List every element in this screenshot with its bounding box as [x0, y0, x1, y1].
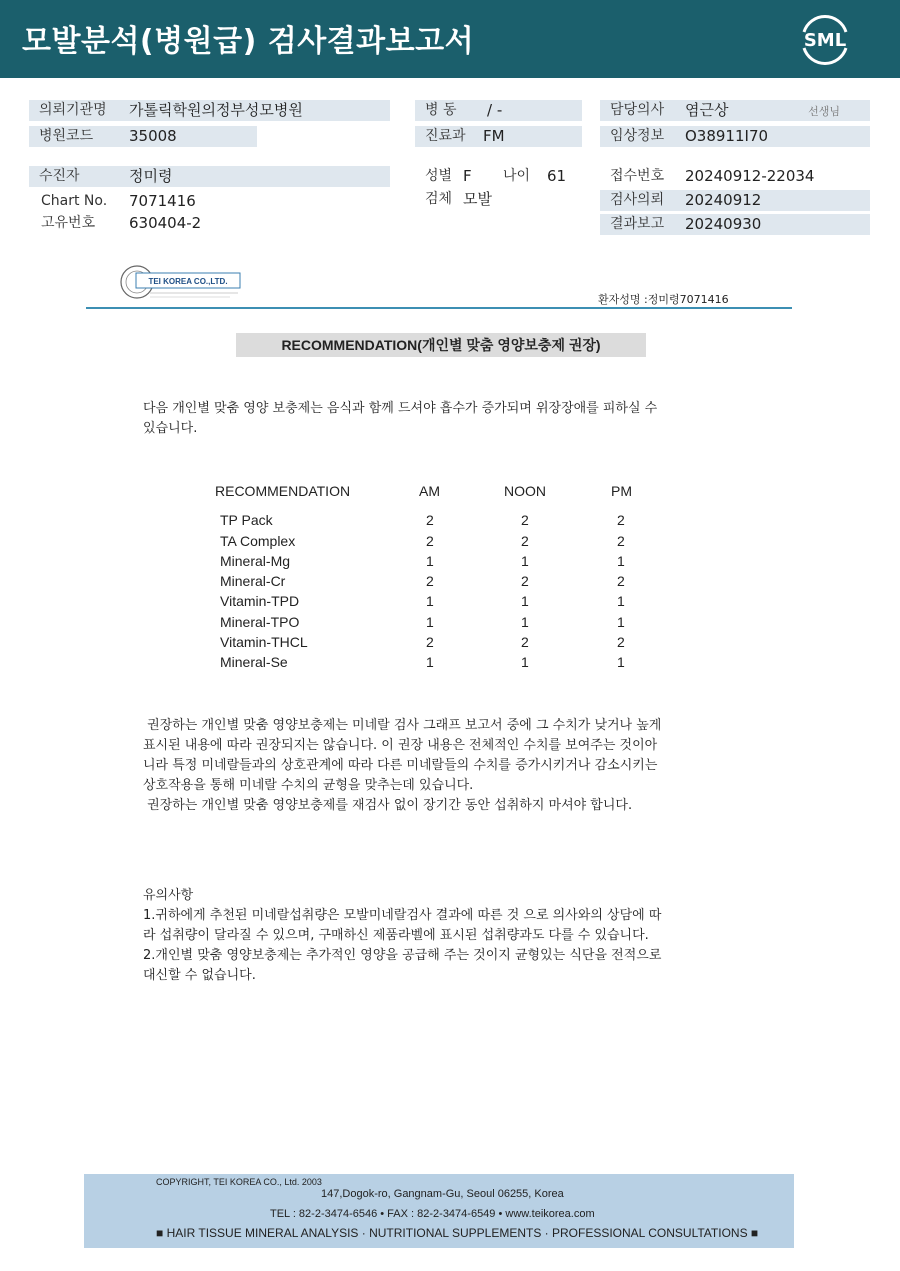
- supplement-name: Mineral-TPO: [220, 614, 300, 630]
- header-divider: [86, 307, 792, 309]
- supplement-name: Mineral-Mg: [220, 553, 291, 569]
- department-field: [415, 126, 582, 147]
- patient-value: 정미령: [129, 167, 173, 185]
- caution-line: 라 섭취량이 달라질 수 있으며, 구매하신 제품라벨에 표시된 섭취량과도 다를 수 있습니다.: [143, 928, 649, 943]
- dose-am: 1: [426, 654, 434, 670]
- dose-am: 2: [426, 573, 434, 589]
- dose-noon: 2: [521, 512, 529, 528]
- supplement-name: TA Complex: [220, 533, 296, 549]
- patient-field: [29, 166, 390, 187]
- chart-no-label: Chart No.: [41, 193, 108, 209]
- specimen-value: 모발: [463, 190, 492, 208]
- table-row: [0, 593, 900, 613]
- table-row: [0, 553, 900, 573]
- footer-copyright: COPYRIGHT, TEI KOREA CO., Ltd. 2003: [156, 1177, 322, 1187]
- dose-noon: 1: [521, 593, 529, 609]
- dose-pm: 2: [617, 512, 625, 528]
- doctor-label: 담당의사: [610, 102, 665, 118]
- doctor-suffix: 선생님: [808, 105, 840, 118]
- sml-logo-text: SML: [803, 30, 847, 51]
- request-date-value: 20240912: [685, 191, 762, 209]
- intro-line: 다음 개인별 맞춤 영양 보충제는 음식과 함께 드셔야 흡수가 증가되며 위장장애를 피하실 수: [143, 401, 658, 416]
- caution-line: 1.귀하에게 추천된 미네랄섭취량은 모발미네랄검사 결과에 따른 것 으로 의사와의 상담에 따: [143, 908, 662, 923]
- recommendation-note: [143, 716, 753, 816]
- receipt-no-label: 접수번호: [610, 168, 665, 184]
- caution-section: [143, 886, 753, 986]
- specimen-field: [415, 189, 585, 210]
- hospital-code-value: 35008: [129, 127, 177, 145]
- request-date-label: 검사의뢰: [610, 192, 665, 208]
- age-label: 나이: [503, 168, 531, 184]
- department-value: FM: [483, 127, 505, 145]
- dose-noon: 1: [521, 553, 529, 569]
- dose-noon: 1: [521, 614, 529, 630]
- tei-logo-text: TEI KOREA CO.,LTD.: [148, 277, 228, 286]
- footer-address: 147,Dogok-ro, Gangnam-Gu, Seoul 06255, Korea: [321, 1188, 564, 1200]
- chart-no-field: [29, 191, 390, 212]
- chart-no-value: 7071416: [129, 192, 196, 210]
- sml-logo: [796, 12, 854, 66]
- sex-age-field: [415, 166, 585, 187]
- dose-noon: 2: [521, 634, 529, 650]
- report-date-value: 20240930: [685, 215, 762, 233]
- doctor-field: [600, 100, 870, 121]
- dose-pm: 2: [617, 573, 625, 589]
- report-title: 모발분석(병원급) 검사결과보고서: [22, 24, 475, 59]
- dose-pm: 1: [617, 614, 625, 630]
- caution-line: 대신할 수 없습니다.: [143, 968, 256, 983]
- dose-am: 1: [426, 553, 434, 569]
- table-header-pm: PM: [611, 483, 632, 499]
- dose-am: 2: [426, 533, 434, 549]
- specimen-label: 검체: [425, 191, 453, 207]
- table-row: [0, 512, 900, 532]
- caution-heading: 유의사항: [143, 888, 194, 903]
- dose-noon: 1: [521, 654, 529, 670]
- clinical-info-value: O38911I70: [685, 127, 769, 145]
- supplement-name: Vitamin-THCL: [220, 634, 308, 650]
- dose-pm: 2: [617, 533, 625, 549]
- note-line: 표시된 내용에 따라 권장되지는 않습니다. 이 권장 내용은 전체적인 수치를 보여주는 것이아: [143, 738, 658, 753]
- intro-paragraph: [143, 399, 743, 439]
- table-row: [0, 614, 900, 634]
- receipt-no-field: [600, 166, 870, 187]
- dose-am: 1: [426, 614, 434, 630]
- supplement-name: Mineral-Se: [220, 654, 288, 670]
- patient-label: 수진자: [39, 168, 80, 184]
- report-date-field: [600, 214, 870, 235]
- hospital-code-field: [29, 126, 257, 147]
- dose-pm: 1: [617, 654, 625, 670]
- dose-noon: 2: [521, 533, 529, 549]
- recommendation-banner: RECOMMENDATION(개인별 맞춤 영양보충제 권장): [236, 333, 646, 357]
- intro-line: 있습니다.: [143, 421, 198, 436]
- report-header: [0, 0, 900, 78]
- dose-noon: 2: [521, 573, 529, 589]
- caution-line: 2.개인별 맞춤 영양보충제는 추가적인 영양을 공급해 주는 것이지 균형있는 식단을 전적으로: [143, 948, 662, 963]
- dose-pm: 1: [617, 593, 625, 609]
- department-label: 진료과: [425, 128, 466, 144]
- ward-value: / -: [487, 101, 503, 119]
- footer-contact: TEL : 82-2-3474-6546 • FAX : 82-2-3474-6549 • www.teikorea.com: [270, 1208, 595, 1220]
- dose-am: 1: [426, 593, 434, 609]
- clinical-info-field: [600, 126, 870, 147]
- table-header-am: AM: [419, 483, 440, 499]
- patient-name-line: 환자성명 :정미령7071416: [598, 293, 729, 306]
- request-date-field: [600, 190, 870, 211]
- dose-pm: 2: [617, 634, 625, 650]
- footer-services: ■ HAIR TISSUE MINERAL ANALYSIS · NUTRITIONAL SUPPLEMENTS · PROFESSIONAL CONSULTATIONS ■: [156, 1226, 759, 1240]
- unique-no-value: 630404-2: [129, 214, 202, 232]
- ward-field: [415, 100, 582, 121]
- table-header-noon: NOON: [504, 483, 546, 499]
- report-date-label: 결과보고: [610, 216, 665, 232]
- unique-no-label: 고유번호: [41, 215, 96, 231]
- dose-am: 2: [426, 512, 434, 528]
- ward-label: 병 동: [425, 102, 457, 118]
- note-line: 권장하는 개인별 맞춤 영양보충제는 미네랄 검사 그래프 보고서 중에 그 수치가 낮거나 높게: [143, 718, 662, 733]
- table-header-recommendation: RECOMMENDATION: [215, 483, 351, 499]
- age-value: 61: [547, 167, 567, 185]
- note-line: 권장하는 개인별 맞춤 영양보충제를 재검사 없이 장기간 동안 섭취하지 마셔야 합니다.: [143, 798, 633, 813]
- report-footer: [84, 1174, 794, 1248]
- institution-field: [29, 100, 390, 121]
- table-row: [0, 634, 900, 654]
- doctor-value: 염근상: [685, 101, 729, 119]
- tei-korea-logo: [120, 263, 245, 301]
- institution-label: 의뢰기관명: [39, 102, 107, 118]
- sex-value: F: [463, 167, 472, 185]
- institution-value: 가톨릭학원의정부성모병원: [129, 101, 303, 119]
- table-row: [0, 654, 900, 674]
- supplement-name: Vitamin-TPD: [220, 593, 300, 609]
- clinical-info-label: 임상정보: [610, 128, 665, 144]
- dose-pm: 1: [617, 553, 625, 569]
- unique-no-field: [29, 213, 390, 234]
- dose-am: 2: [426, 634, 434, 650]
- receipt-no-value: 20240912-22034: [685, 167, 815, 185]
- table-row: [0, 533, 900, 553]
- note-line: 니라 특정 미네랄들과의 상호관계에 따라 다른 미네랄들의 수치를 증가시키거나 감소시키는: [143, 758, 658, 773]
- table-row: [0, 573, 900, 593]
- hospital-code-label: 병원코드: [39, 128, 94, 144]
- note-line: 상호작용을 통해 미네랄 수치의 균형을 맞추는데 있습니다.: [143, 778, 474, 793]
- sex-label: 성별: [425, 168, 453, 184]
- supplement-name: TP Pack: [220, 512, 273, 528]
- supplement-name: Mineral-Cr: [220, 573, 286, 589]
